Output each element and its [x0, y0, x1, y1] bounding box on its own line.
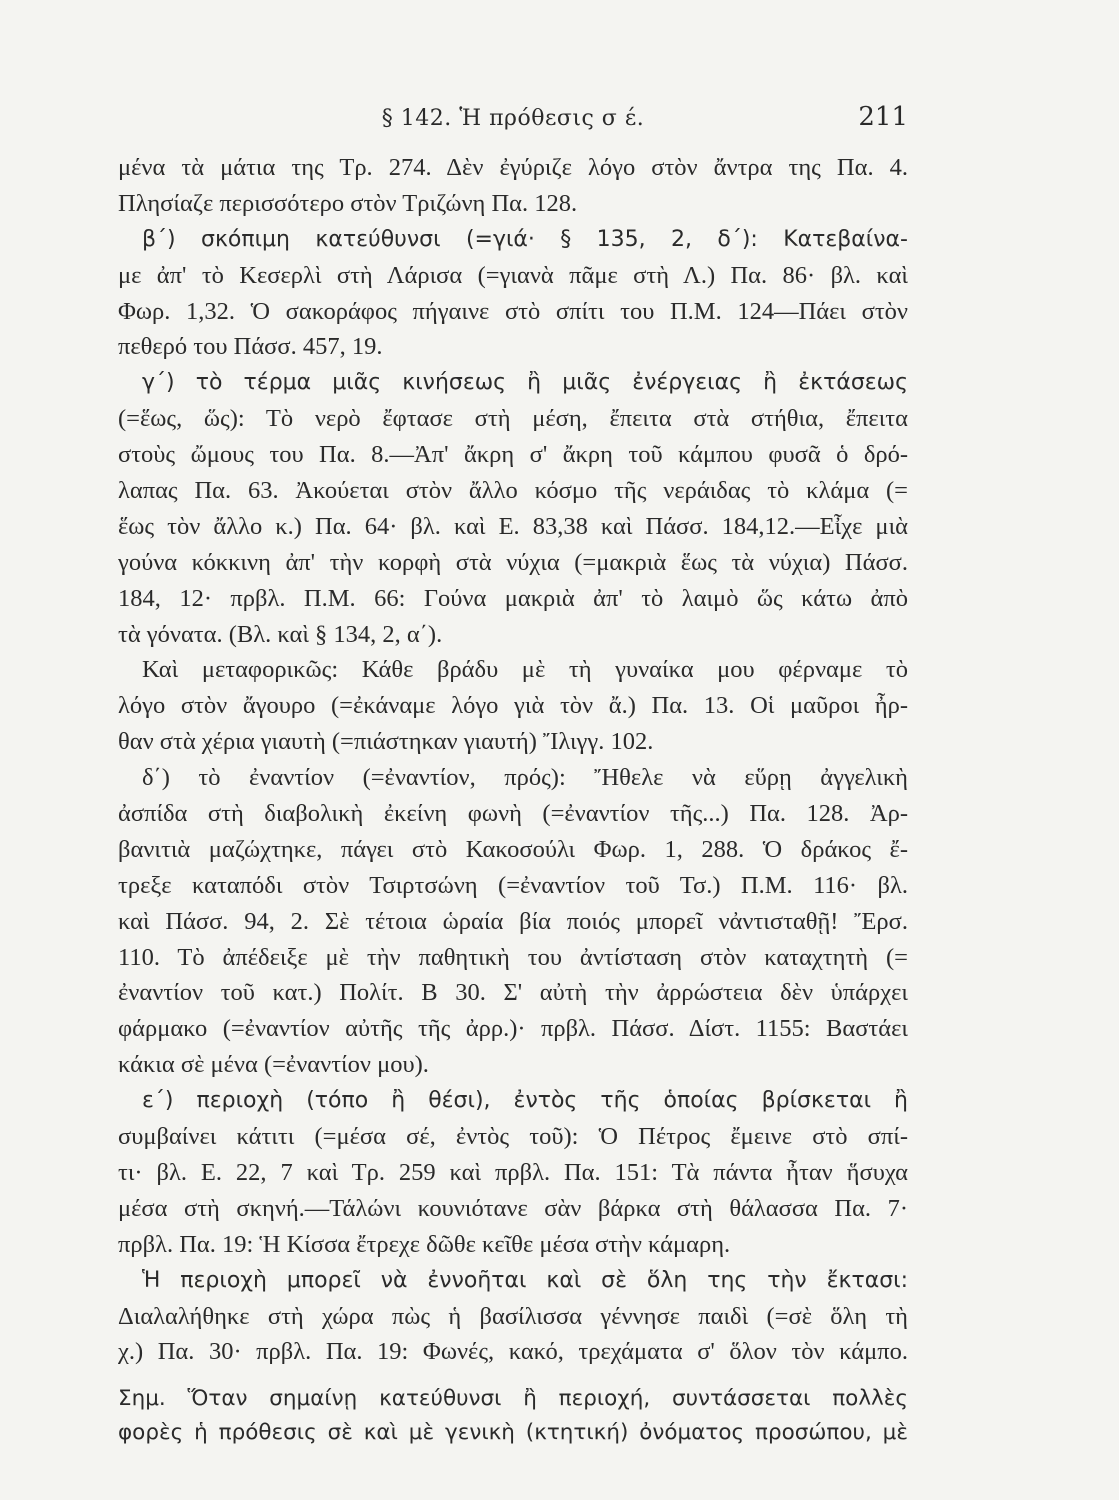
note-line: φορὲς ἡ πρόθεσις σὲ καὶ μὲ γενικὴ (κτητική) ὀνόματος προσώπου, μὲ [118, 1420, 908, 1446]
running-header [118, 100, 908, 140]
text-line: ε΄) περιοχὴ (τόπο ἢ θέσι), ἐντὸς τῆς ὁποίας βρίσκεται ἢ [142, 1088, 908, 1114]
text-line: συμβαίνει κάτιτι (=μέσα σέ, ἐντὸς τοῦ): Ὁ Πέτρος ἔμεινε στὸ σπί- [118, 1123, 908, 1151]
text-line: βανιτιὰ μαζώχτηκε, πάγει στὸ Κακοσούλι Φωρ. 1, 288. Ὁ δράκος ἔ- [118, 835, 908, 863]
body-text [118, 150, 908, 1450]
text-line: πρβλ. Πα. 19: Ἡ Κίσσα ἔτρεχε δῶθε κεῖθε μέσα στὴν κάμαρη. [118, 1230, 731, 1258]
text-line: κάκια σὲ μένα (=ἐναντίον μου). [118, 1051, 429, 1079]
text-line: Διαλαλήθηκε στὴ χώρα πὼς ἡ βασίλισσα γέννησε παιδὶ (=σὲ ὅλη τὴ [118, 1302, 908, 1330]
text-line: μέσα στὴ σκηνή.—Τάλώνι κουνιότανε σὰν βάρκα στὴ θάλασσα Πα. 7· [118, 1194, 908, 1222]
text-line: β΄) σκόπιμη κατεύθυνσι (=γιά· § 135, 2, δ΄): Κατεβαίνα- [142, 226, 908, 252]
text-line: δ΄) τὸ ἐναντίον (=ἐναντίον, πρός): Ἤθελε νὰ εὕρῃ ἀγγελικὴ [142, 764, 908, 792]
text-line: γούνα κόκκινη ἀπ' τὴν κορφὴ στὰ νύχια (=μακριὰ ἕως τὰ νύχια) Πάσσ. [118, 548, 908, 576]
page-number: 211 [858, 102, 908, 132]
footnote [118, 1382, 908, 1450]
text-line: λαπας Πα. 63. Ἀκούεται στὸν ἄλλο κόσμο τῆς νεράιδας τὸ κλάμα (= [118, 477, 908, 505]
section-title: § 142. Ἡ πρόθεσις σ έ. [381, 106, 645, 131]
text-line: χ.) Πα. 30· πρβλ. Πα. 19: Φωνές, κακό, τρεχάματα σ' ὅλον τὸν κάμπο. [118, 1338, 908, 1366]
text-line: ἐναντίον τοῦ κατ.) Πολίτ. Β 30. Σ' αὐτὴ τὴν ἀρρώστεια δὲν ὑπάρχει [118, 979, 908, 1007]
text-line: με ἀπ' τὸ Κεσερλὶ στὴ Λάρισα (=γιανὰ πᾶμε στὴ Λ.) Πα. 86· βλ. καὶ [118, 261, 908, 289]
note-line: Σημ. Ὅταν σημαίνῃ κατεύθυνσι ἢ περιοχή, συντάσσεται πολλὲς [118, 1386, 908, 1412]
text-line: στοὺς ὤμους του Πα. 8.—Ἀπ' ἄκρη σ' ἄκρη τοῦ κάμπου φυσᾶ ὁ δρό- [118, 441, 908, 469]
text-line: 110. Τὸ ἀπέδειξε μὲ τὴν παθητικὴ του ἀντίσταση στὸν καταχτητὴ (= [118, 943, 908, 971]
text-line: λόγο στὸν ἄγουρο (=ἐκάναμε λόγο γιὰ τὸν ἄ.) Πα. 13. Οἱ μαῦροι ἦρ- [118, 692, 908, 720]
text-line: τι· βλ. Ε. 22, 7 καὶ Τρ. 259 καὶ πρβλ. Πα. 151: Τὰ πάντα ἦταν ἥσυχα [118, 1158, 908, 1186]
text-line: τρεξε καταπόδι στὸν Τσιρτσώνη (=ἐναντίον τοῦ Τσ.) Π.Μ. 116· βλ. [118, 871, 908, 899]
text-line: ἕως τὸν ἄλλο κ.) Πα. 64· βλ. καὶ Ε. 83,38 καὶ Πάσσ. 184,12.—Εἶχε μιὰ [118, 512, 908, 540]
text-line: Καὶ μεταφορικῶς: Κάθε βράδυ μὲ τὴ γυναίκα μου φέρναμε τὸ [142, 656, 908, 684]
text-line: γ΄) τὸ τέρμα μιᾶς κινήσεως ἢ μιᾶς ἐνέργειας ἢ ἐκτάσεως [142, 370, 908, 396]
text-line: 184, 12· πρβλ. Π.Μ. 66: Γούνα μακριὰ ἀπ' τὸ λαιμὸ ὥς κάτω ἀπὸ [118, 584, 908, 612]
text-line: φάρμακο (=ἐναντίον αὐτῆς τῆς ἀρρ.)· πρβλ. Πάσσ. Δίστ. 1155: Βαστάει [118, 1015, 908, 1043]
text-line: Ἡ περιοχὴ μπορεῖ νὰ ἐννοῆται καὶ σὲ ὅλη της τὴν ἔκτασι: [142, 1267, 908, 1293]
text-line: μένα τὰ μάτια της Τρ. 274. Δὲν ἐγύριζε λόγο στὸν ἄντρα της Πα. 4. [118, 154, 908, 181]
text-line: Φωρ. 1,32. Ὁ σακοράφος πήγαινε στὸ σπίτι του Π.Μ. 124—Πάει στὸν [118, 297, 908, 325]
text-line: Πλησίαζε περισσότερο στὸν Τριζώνη Πα. 128. [118, 189, 578, 217]
text-line: θαν στὰ χέρια γιαυτὴ (=πιάστηκαν γιαυτή) Ἴλιγγ. 102. [118, 728, 654, 756]
text-line: καὶ Πάσσ. 94, 2. Σὲ τέτοια ὡραία βία ποιός μπορεῖ νἀντισταθῇ! Ἔρσ. [118, 907, 908, 935]
text-line: (=ἕως, ὥς): Τὸ νερὸ ἔφτασε στὴ μέση, ἔπειτα στὰ στήθια, ἔπειτα [118, 405, 908, 433]
text-line: πεθερό του Πάσσ. 457, 19. [118, 333, 383, 361]
text-line: τὰ γόνατα. (Βλ. καὶ § 134, 2, α΄). [118, 620, 443, 648]
text-line: ἀσπίδα στὴ διαβολικὴ ἐκείνη φωνὴ (=ἐναντίον τῆς...) Πα. 128. Ἀρ- [118, 800, 908, 828]
